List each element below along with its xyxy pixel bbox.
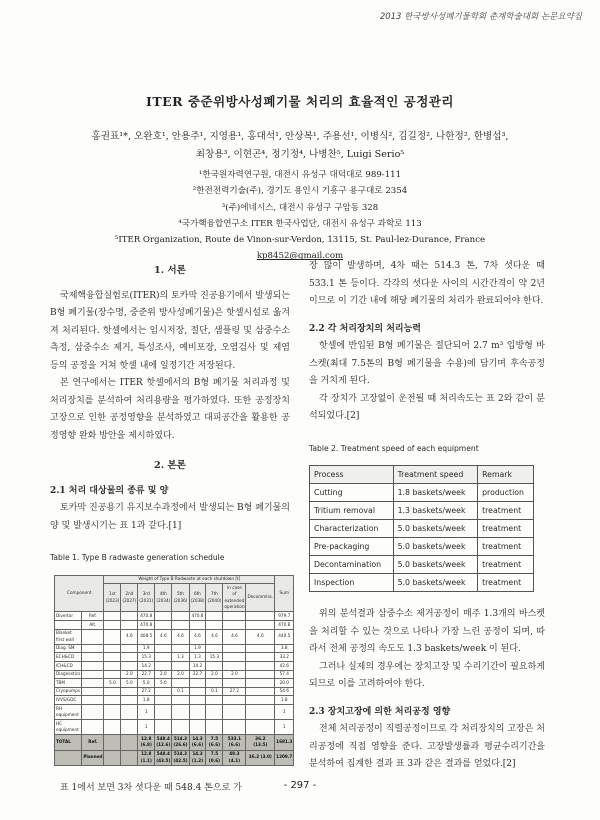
table-cell: 3.8 — [275, 644, 294, 653]
table-cell: 0.1 — [172, 687, 189, 696]
table-cell — [104, 629, 121, 644]
paragraph: 그러나 실제의 경우에는 장치고장 및 수리기간이 필요하게 되므로 이를 고려하여야 한다. — [309, 661, 545, 689]
table-cell: 5.0 — [138, 679, 155, 688]
table-cell — [155, 612, 172, 621]
table-cell: 54.6 — [275, 687, 294, 696]
table-cell: 5.0 baskets/week — [393, 556, 478, 574]
table-cell: 20.0 — [275, 679, 294, 688]
table-cell: 533.1 (6.6) — [223, 735, 246, 750]
paragraph: 각 장치가 고장없이 운전될 때 처리속도는 표 2와 같이 분석되었다.[2] — [309, 393, 545, 421]
table-cell — [223, 612, 246, 621]
affiliation: ⁵ITER Organization, Route de Vinon-sur-Verdon, 13115, St. Paul-lez-Durance, France — [114, 235, 486, 246]
table-cell: 36.2 (3.0) — [246, 750, 275, 765]
table-cell: 4.6 — [189, 629, 206, 644]
radwaste-table-body — [55, 612, 294, 765]
table-cell — [155, 644, 172, 653]
row-sublabel: Ref. — [82, 735, 104, 750]
table-cell: 470.8 — [138, 621, 155, 630]
table-cell: 33.2 — [275, 653, 294, 662]
table-row — [310, 484, 534, 502]
table-cell: 5.0 baskets/week — [393, 574, 478, 592]
table-cell — [104, 644, 121, 653]
right-column — [309, 258, 545, 774]
table-cell: 979.7 — [275, 612, 294, 621]
table-cell — [104, 696, 121, 705]
table-cell — [246, 644, 275, 653]
row-sublabel: Ref. — [82, 612, 104, 621]
table-cell: 4.6 — [121, 629, 138, 644]
affiliation: ⁴국가핵융합연구소 ITER 한국사업단, 대전시 유성구 과학로 113 — [178, 218, 422, 229]
table-header-cell: 5th (2036) — [172, 584, 189, 612]
table-row — [310, 556, 534, 574]
table-cell: Characterization — [310, 520, 394, 538]
table-header-cell: 2nd (2027) — [121, 584, 138, 612]
table-cell — [121, 644, 138, 653]
table-cell: 1209.7 — [275, 750, 294, 765]
row-sublabel: Alt. — [82, 621, 104, 630]
table-header-cell: 1st (2023) — [104, 584, 121, 612]
table-cell: 4.6 — [223, 629, 246, 644]
table-cell: treatment — [478, 520, 534, 538]
treatment-speed-table — [309, 465, 534, 592]
table-cell: 1.8 — [275, 696, 294, 705]
table-cell: 4.6 — [246, 629, 275, 644]
table-caption: Table 1. Type B radwaste generation schedule — [50, 553, 225, 562]
row-sublabel — [82, 720, 104, 735]
row-label — [55, 621, 82, 630]
table-cell: 4.6 — [206, 629, 223, 644]
table-cell: Tritium removal — [310, 502, 394, 520]
table-cell — [246, 653, 275, 662]
table-cell — [223, 720, 246, 735]
table-cell: 514.3 (42.5) — [172, 750, 189, 765]
conference-header: 2013 한국방사성폐기물학회 춘계학술대회 논문요약집 — [379, 12, 582, 22]
table-cell: 15.3 — [138, 653, 155, 662]
table-cell: 1.3 — [172, 653, 189, 662]
table-cell — [172, 612, 189, 621]
table-cell: treatment — [478, 502, 534, 520]
table-row — [310, 502, 534, 520]
table-cell — [155, 621, 172, 630]
table-cell: 2.0 — [121, 670, 138, 679]
table-cell: 1.8 — [138, 696, 155, 705]
table-cell — [223, 679, 246, 688]
table-cell — [172, 679, 189, 688]
row-label: Divertor — [55, 612, 82, 621]
table-cell: 42.6 — [275, 662, 294, 671]
table-cell — [172, 696, 189, 705]
row-sublabel — [82, 696, 104, 705]
table-row — [310, 520, 534, 538]
table-row — [55, 687, 294, 696]
row-sublabel — [82, 679, 104, 688]
table-cell — [206, 705, 223, 720]
table-cell: 12.8 (6.8) — [138, 735, 155, 750]
treatment-speed-table-body — [310, 484, 534, 592]
table-cell — [246, 720, 275, 735]
table-cell — [246, 612, 275, 621]
table-cell — [206, 696, 223, 705]
table-cell: 440.5 — [275, 629, 294, 644]
table-cell: 5.0 baskets/week — [393, 520, 478, 538]
row-label: HC equipment — [55, 720, 82, 735]
page-number: - 297 - — [283, 780, 317, 791]
table-cell — [121, 720, 138, 735]
table-cell: 27.2 — [223, 687, 246, 696]
table-cell — [206, 644, 223, 653]
table-cell: 514.3 (26.6) — [172, 735, 189, 750]
row-label: TBM — [55, 679, 82, 688]
table-cell: 2.0 — [223, 670, 246, 679]
table-cell — [104, 653, 121, 662]
row-label: ECH&CD — [55, 653, 82, 662]
author-line: 최창용³, 이현곤⁴, 정기정⁴, 나병찬⁵, Luigi Serio⁵ — [195, 149, 405, 160]
table-cell — [104, 621, 121, 630]
table-header-cell: Process — [310, 466, 394, 484]
row-label: IVVS/GDC — [55, 696, 82, 705]
table-row — [55, 679, 294, 688]
table-cell: 470.8 — [189, 612, 206, 621]
table-row — [55, 705, 294, 720]
table-header-cell: Decommiss. — [246, 584, 275, 612]
table-cell: 14.2 — [189, 662, 206, 671]
table-cell: 1.9 — [189, 644, 206, 653]
table-row — [55, 629, 294, 644]
table-cell — [223, 662, 246, 671]
row-sublabel — [82, 670, 104, 679]
subsection-heading: 2.3 장치고장에 의한 처리공정 영향 — [309, 706, 451, 717]
table-cell: 7.5 (0.6) — [206, 750, 223, 765]
table-cell: 0.1 — [206, 687, 223, 696]
row-label: Diagnostics — [55, 670, 82, 679]
row-label: Diag. SM — [55, 644, 82, 653]
table-cell: 1 — [275, 720, 294, 735]
table-cell — [246, 679, 275, 688]
table-cell: 548.4 (43.5) — [155, 750, 172, 765]
table-cell — [104, 670, 121, 679]
table-cell — [121, 612, 138, 621]
table-header-cell: Remark — [478, 466, 534, 484]
table-cell: 15.3 — [206, 653, 223, 662]
table-cell — [121, 750, 138, 765]
paragraph: 본 연구에서는 ITER 핫셀에서의 B형 폐기물 처리과정 및 처리장치를 분석하여 처리용량을 평가하였다. 또한 공정장치 고장으로 인한 공정영향을 분석하였고 대피공간을 활용한 공정영향 완화 방안을 제시하였다. — [50, 378, 290, 441]
table-cell — [223, 621, 246, 630]
section-heading: 2. 본론 — [154, 460, 186, 471]
table-cell: 22.7 — [189, 670, 206, 679]
table-cell — [121, 653, 138, 662]
table-cell — [189, 720, 206, 735]
table-cell: 1.8 baskets/week — [393, 484, 478, 502]
table-cell: 5.0 — [104, 679, 121, 688]
table-cell — [121, 705, 138, 720]
table-cell — [246, 621, 275, 630]
row-label — [55, 750, 82, 765]
row-label: Cryopumps — [55, 687, 82, 696]
table-cell: 1681.3 — [275, 735, 294, 750]
table-cell: Cutting — [310, 484, 394, 502]
table-row — [55, 644, 294, 653]
table-cell: 7.5 (6.6) — [206, 735, 223, 750]
table-cell: treatment — [478, 538, 534, 556]
row-sublabel — [82, 687, 104, 696]
table-cell — [104, 612, 121, 621]
table-row — [55, 653, 294, 662]
table-cell — [189, 687, 206, 696]
table-cell: 2.0 — [155, 670, 172, 679]
table-header-cell: 6th (2038) — [189, 584, 206, 612]
table-cell — [155, 653, 172, 662]
table-cell — [155, 720, 172, 735]
table-cell: 470.8 — [275, 621, 294, 630]
table-cell: 49.3 (4.1) — [223, 750, 246, 765]
table-cell: 548.4 (12.6) — [155, 735, 172, 750]
table-row — [55, 696, 294, 705]
table-cell — [121, 662, 138, 671]
subsection-heading: 2.1 처리 대상물의 종류 및 양 — [50, 485, 169, 496]
table-cell: 4.6 — [155, 629, 172, 644]
table-cell — [246, 687, 275, 696]
table-header-cell: Treatment speed — [393, 466, 478, 484]
table-cell — [206, 612, 223, 621]
table-cell — [189, 679, 206, 688]
table-cell: 22.7 — [138, 670, 155, 679]
row-sublabel — [82, 662, 104, 671]
author-line: 홍권표¹*, 오완호¹, 안용주¹, 지영용¹, 홍대석¹, 안상복¹, 주용선¹, 이병식², 김길정², 나한정², 한병섭³, — [91, 131, 509, 142]
table-cell: 57.4 — [275, 670, 294, 679]
table-cell: 408.5 — [138, 629, 155, 644]
table-cell — [172, 644, 189, 653]
table-cell — [189, 621, 206, 630]
affiliation: ³(주)에네시스, 대전시 유성구 구암동 328 — [221, 202, 379, 213]
paragraph: 위의 분석결과 삼중수소 제거공정이 매주 1.3개의 바스켓을 처리할 수 있는 것으로 나타나 가장 느린 공정이 되며, 따라서 전체 공정의 속도도 1.3 baskets/week 이 된다. — [309, 609, 545, 654]
table-cell — [121, 696, 138, 705]
table-cell: 5.0 — [121, 679, 138, 688]
row-sublabel: Planned — [82, 750, 104, 765]
table-row — [55, 720, 294, 735]
table-cell — [223, 696, 246, 705]
radwaste-table — [54, 575, 294, 766]
table-caption: Table 2. Treatment speed of each equipment — [309, 443, 479, 453]
table-row — [55, 750, 294, 765]
table-cell: 1 — [275, 705, 294, 720]
table-row — [55, 735, 294, 750]
table-cell — [121, 735, 138, 750]
table-cell: Inspection — [310, 574, 394, 592]
left-column — [50, 258, 293, 797]
row-label: Blanket first wall — [55, 629, 82, 644]
affiliation: ²한전전력기술(주), 경기도 용인시 기흥구 용구대로 2354 — [192, 186, 408, 197]
table-cell: 2.0 — [172, 670, 189, 679]
table-cell — [206, 720, 223, 735]
row-label: TOTAL — [55, 735, 82, 750]
table-cell — [121, 621, 138, 630]
paper-title: ITER 중준위방사성폐기물 처리의 효율적인 공정관리 — [146, 94, 454, 109]
subsection-heading: 2.2 각 처리장치의 처리능력 — [309, 323, 421, 334]
table-cell: 1 — [138, 705, 155, 720]
table-cell: 1.3 — [189, 653, 206, 662]
table-header-cell: In case of extended operation — [223, 584, 246, 612]
table-cell — [104, 687, 121, 696]
table-cell — [104, 720, 121, 735]
paragraph: 전체 처리공정이 직렬공정이므로 각 처리장치의 고장은 처리공정에 직접 영향을 준다. 고장발생률과 평균수리기간을 분석하여 집계한 결과 표 3과 같은 결과를 얻었다.[2] — [309, 724, 545, 769]
table-cell: 5.0 — [155, 679, 172, 688]
table-cell: 14.3 (1.2) — [189, 750, 206, 765]
table-cell — [172, 662, 189, 671]
table-row — [310, 538, 534, 556]
table-cell — [206, 621, 223, 630]
table-cell — [104, 735, 121, 750]
table-cell — [172, 720, 189, 735]
table-cell — [104, 750, 121, 765]
table-cell: 5.0 baskets/week — [393, 538, 478, 556]
row-label: RH equipment — [55, 705, 82, 720]
paragraph: 표 1에서 보면 3차 셧다운 때 548.4 톤으로 가 — [60, 782, 242, 793]
table-row — [55, 612, 294, 621]
table-header-cell: Sum — [275, 575, 294, 612]
paragraph: 국제핵융합실험로(ITER)의 토카막 진공용기에서 발생되는 B형 폐기물(장수명, 중준위 방사성폐기물)은 핫셀시설로 옮겨져 처리된다. 핫셀에서는 임시저장, 절단, 샘플링 및 삼중수소 측정, 삼중수소 제거, 특성조사, 예비포장, 오염검사 및 제염 등의 공정을 거쳐 핫셀 내에 일정기간 저장된다. — [50, 290, 290, 371]
table-cell — [246, 662, 275, 671]
row-sublabel — [82, 705, 104, 720]
table-cell — [223, 644, 246, 653]
table-cell — [155, 696, 172, 705]
table-cell — [189, 696, 206, 705]
table-cell: 1.9 — [138, 644, 155, 653]
affiliation: ¹한국원자력연구원, 대전시 유성구 대덕대로 989-111 — [198, 170, 402, 180]
table-header-cell: 7th (2040) — [206, 584, 223, 612]
row-sublabel — [82, 644, 104, 653]
table-cell: treatment — [478, 574, 534, 592]
table-cell: treatment — [478, 556, 534, 574]
table-cell — [155, 705, 172, 720]
table-cell — [155, 662, 172, 671]
row-label: ICH&CD — [55, 662, 82, 671]
affiliation-list — [40, 167, 560, 265]
table-cell — [206, 662, 223, 671]
table-cell — [172, 621, 189, 630]
table-cell: 14.3 (6.6) — [189, 735, 206, 750]
table-header-cell: 3rd (2031) — [138, 584, 155, 612]
table-row — [55, 662, 294, 671]
table-cell: 27.2 — [138, 687, 155, 696]
table-cell — [246, 705, 275, 720]
table-cell: Decontamination — [310, 556, 394, 574]
table-cell: Pre-packaging — [310, 538, 394, 556]
table-cell: 4.6 — [172, 629, 189, 644]
table-row — [55, 670, 294, 679]
row-sublabel — [82, 629, 104, 644]
table-header-cell: 4th (2034) — [155, 584, 172, 612]
table-cell: 470.8 — [138, 612, 155, 621]
table-cell: 36.2 (13.5) — [246, 735, 275, 750]
table-cell: 1 — [138, 720, 155, 735]
section-heading: 1. 서론 — [154, 265, 186, 276]
table-cell — [172, 705, 189, 720]
table-cell — [155, 687, 172, 696]
table-cell: 12.8 (1.1) — [138, 750, 155, 765]
table-row — [55, 621, 294, 630]
table-cell: 1.3 baskets/week — [393, 502, 478, 520]
table-cell: 14.2 — [138, 662, 155, 671]
table-header-cell: Weight of Type B Radwaste at each shutdown [t] — [104, 575, 275, 584]
paragraph: 장 많이 발생하며, 4차 때는 514.3 톤, 7차 셧다운 때 533.1 톤 등이다. 각각의 셧다운 사이의 시간간격이 약 2년이므로 이 기간 내에 해당 폐기물의 처리가 완료되어야 한다. — [309, 261, 545, 306]
author-list — [40, 128, 560, 164]
table-cell — [223, 653, 246, 662]
table-cell — [104, 705, 121, 720]
table-row — [310, 574, 534, 592]
paragraph: 핫셀에 반입된 B형 폐기물은 절단되어 2.7 m³ 입방형 바스켓(최대 7.5톤의 B형 폐기물을 수용)에 담기며 후속공정을 거치게 된다. — [309, 341, 545, 386]
row-sublabel — [82, 653, 104, 662]
table-cell — [189, 705, 206, 720]
table-cell — [246, 696, 275, 705]
email-link[interactable]: kp8452@gmail.com — [256, 251, 344, 262]
table-cell — [246, 670, 275, 679]
table-cell — [121, 687, 138, 696]
table-cell — [206, 679, 223, 688]
table-cell — [104, 662, 121, 671]
table-cell: 2.0 — [206, 670, 223, 679]
table-header-cell: Component — [55, 575, 104, 612]
table-cell — [223, 705, 246, 720]
paragraph: 토카막 진공용기 유지보수과정에서 발생되는 B형 폐기물의 양 및 발생시기는 표 1과 같다.[1] — [50, 503, 290, 531]
table-cell: production — [478, 484, 534, 502]
